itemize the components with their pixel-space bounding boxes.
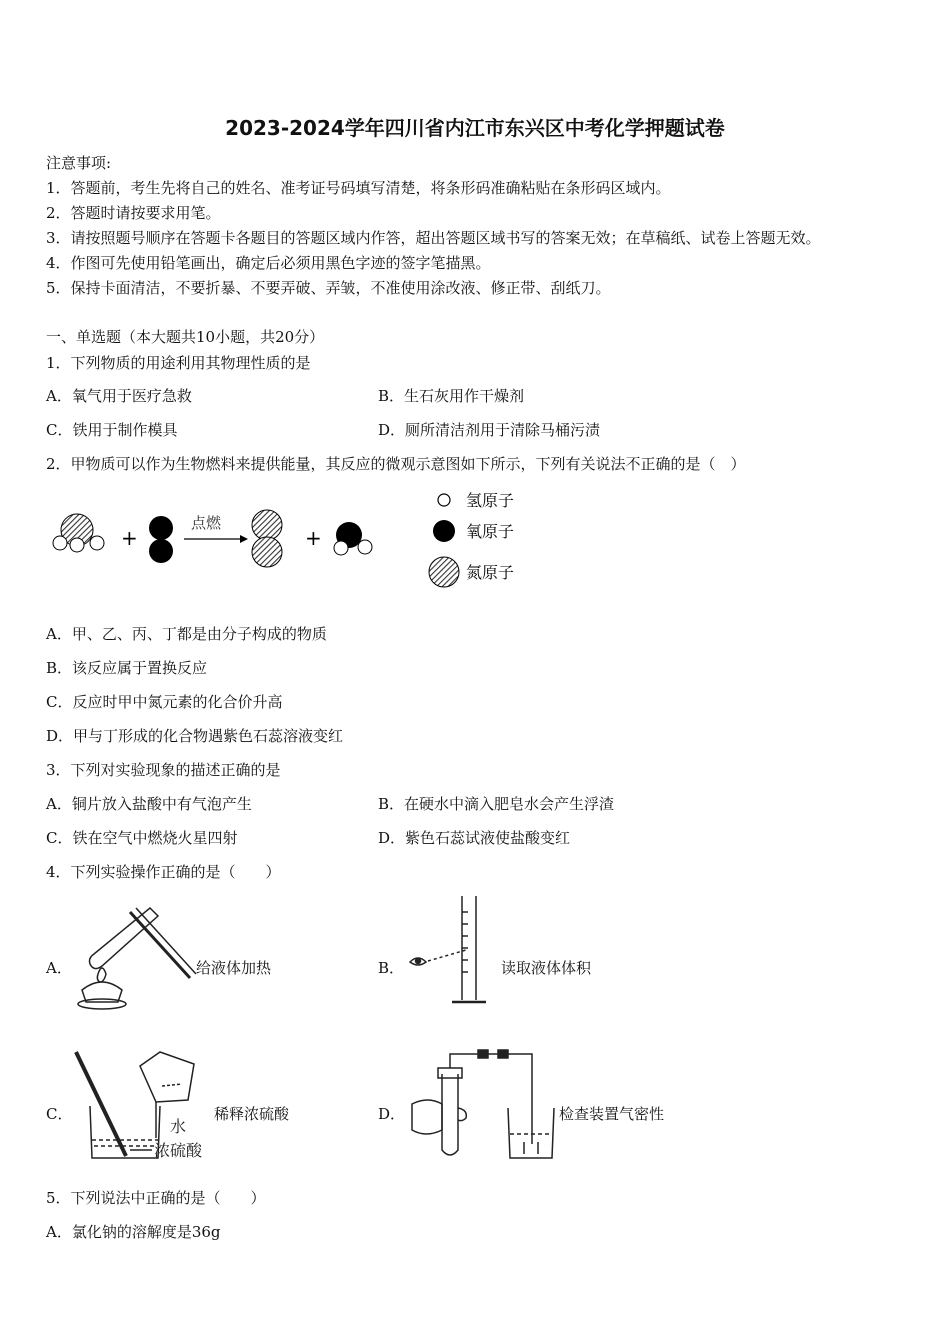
option-d-letter: D． (378, 1105, 406, 1123)
notice-item: 2．答题时请按要求用笔。 (46, 204, 221, 222)
option-a: A．氧气用于医疗急救 (46, 387, 192, 405)
oxygen-atom-icon (433, 520, 455, 542)
option-c: C．铁用于制作模具 (46, 421, 178, 439)
question-stem: 4．下列实验操作正确的是（ ） (46, 863, 281, 881)
ammonia-molecule (53, 514, 104, 552)
notice-heading: 注意事项: (46, 154, 112, 172)
notice-item: 3．请按照题号顺序在答题卡各题目的答题区域内作答，超出答题区域书写的答案无效；在草稿纸、试卷上答题无效。 (46, 229, 821, 247)
sulfuric-acid-label: 浓硫酸 (154, 1141, 203, 1160)
option-b: B．该反应属于置换反应 (46, 659, 208, 677)
option-b-text: 读取液体体积 (501, 959, 592, 977)
option-c-letter: C． (46, 1105, 73, 1123)
plus-sign: + (121, 526, 138, 550)
question-stem: 3．下列对实验现象的描述正确的是 (46, 761, 281, 779)
notice-item: 1．答题前，考生先将自己的姓名、准考证号码填写清楚，将条形码准确粘贴在条形码区域内。 (46, 179, 671, 197)
option-b-letter: B． (378, 959, 405, 977)
nitrogen-atom-icon (429, 557, 459, 587)
option-a-text: 给液体加热 (196, 959, 272, 977)
reaction-condition: 点燃 (191, 514, 222, 532)
hydrogen-atom-icon (438, 494, 450, 506)
legend-oxygen: 氧原子 (466, 522, 515, 541)
question-stem: 5．下列说法中正确的是（ ） (46, 1189, 266, 1207)
option-c-text: 稀释浓硫酸 (214, 1105, 290, 1123)
option-d: D．紫色石蕊试液使盐酸变红 (378, 829, 571, 847)
option-b: B．生石灰用作干燥剂 (378, 387, 525, 405)
question-stem: 1．下列物质的用途利用其物理性质的是 (46, 354, 311, 372)
question-stem: 2．甲物质可以作为生物燃料来提供能量，其反应的微观示意图如下所示，下列有关说法不正确的是（ ） (46, 455, 746, 473)
plus-sign: + (305, 526, 322, 550)
page-title: 2023-2024学年四川省内江市东兴区中考化学押题试卷 (225, 116, 725, 140)
legend-nitrogen: 氮原子 (466, 563, 515, 582)
option-b: B．在硬水中滴入肥皂水会产生浮渣 (378, 795, 615, 813)
water-molecule (334, 522, 372, 555)
nitrogen-molecule (252, 510, 282, 567)
legend (429, 491, 514, 587)
water-label: 水 (170, 1117, 187, 1136)
option-d: D．厕所清洁剂用于清除马桶污渍 (378, 421, 601, 439)
option-a: A．氯化钠的溶解度是36g (46, 1223, 221, 1241)
notice-item: 5．保持卡面清洁，不要折暴、不要弄破、弄皱，不准使用涂改液、修正带、刮纸刀。 (46, 279, 611, 297)
measuring-cylinder-illustration (400, 892, 500, 1012)
option-c: C．铁在空气中燃烧火星四射 (46, 829, 238, 847)
dilute-acid-illustration (70, 1046, 220, 1166)
reaction-diagram (0, 485, 950, 605)
option-d: D．甲与丁形成的化合物遇紫色石蕊溶液变红 (46, 727, 344, 745)
option-d-text: 检查装置气密性 (559, 1105, 665, 1123)
option-a: A．甲、乙、丙、丁都是由分子构成的物质 (46, 625, 327, 643)
reaction-arrow (184, 535, 248, 543)
option-a-letter: A． (46, 959, 72, 977)
heating-liquid-illustration (72, 898, 202, 1018)
airtightness-check-illustration (404, 1046, 564, 1166)
legend-hydrogen: 氢原子 (466, 491, 515, 510)
option-c: C．反应时甲中氮元素的化合价升高 (46, 693, 283, 711)
section-heading: 一、单选题（本大题共10小题，共20分） (46, 328, 325, 346)
option-a: A．铜片放入盐酸中有气泡产生 (46, 795, 252, 813)
notice-item: 4．作图可先使用铅笔画出，确定后必须用黑色字迹的签字笔描黑。 (46, 254, 491, 272)
oxygen-molecule (149, 516, 173, 563)
